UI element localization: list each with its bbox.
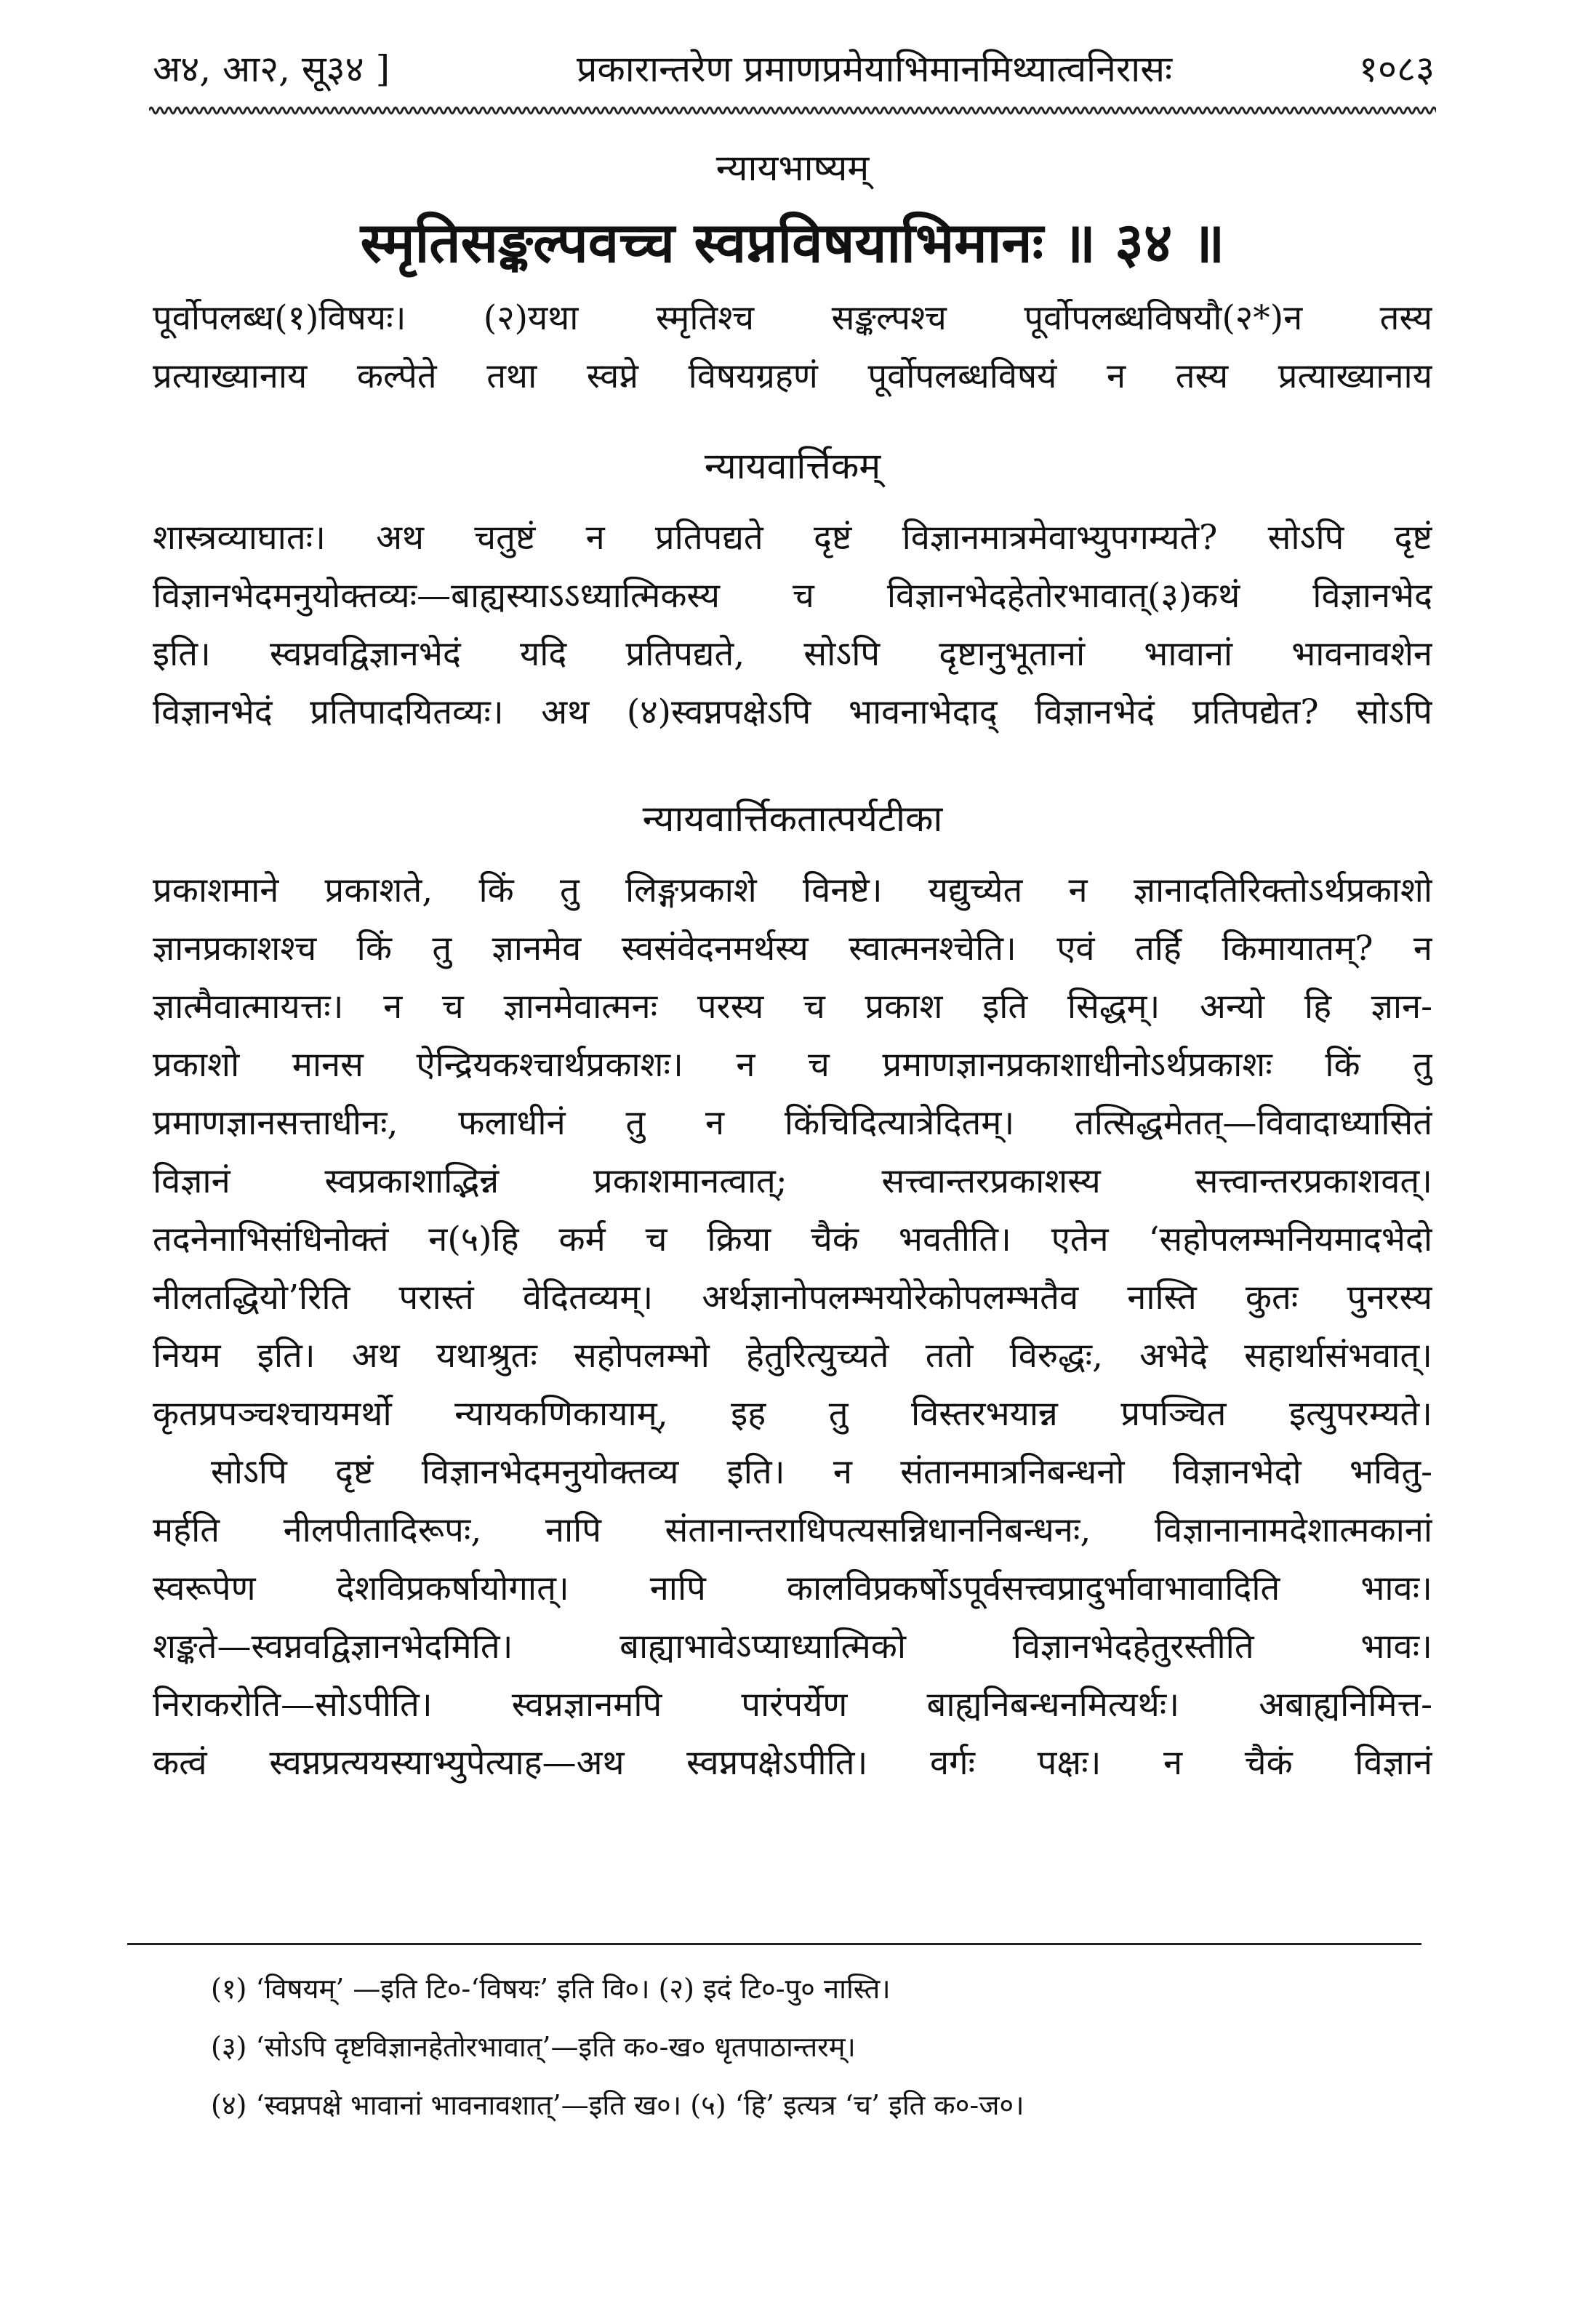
text-line: शङ्कते—स्वप्नवद्विज्ञानभेदमिति। बाह्याभावेऽप्याध्यात्मिको विज्ञानभेदहेतुरस्तीति भावः। bbox=[153, 1627, 1432, 1667]
page-number: १०८३ bbox=[1359, 48, 1435, 90]
text-line: इति। स्वप्नवद्विज्ञानभेदं यदि प्रतिपद्यते, सोऽपि दृष्टानुभूतानां भावानां भावनावशेन bbox=[153, 634, 1432, 674]
text-line: स्वरूपेण देशविप्रकर्षायोगात्। नापि कालविप्रकर्षोऽपूर्वसत्त्वप्रादुर्भावाभावादिति भावः। bbox=[153, 1568, 1432, 1608]
vartika-text bbox=[153, 509, 1432, 742]
tika-text bbox=[153, 862, 1432, 1792]
text-line: विज्ञानभेदमनुयोक्तव्यः—बाह्यस्याऽऽध्यात्मिकस्य च विज्ञानभेदहेतोरभावात्(३)कथं विज्ञानभेद bbox=[153, 576, 1432, 616]
footnote: (१) ‘विषयम्’ —इति टि०-‘विषयः’ इति वि०। (२) इदं टि०-पु० नास्ति। bbox=[211, 1973, 891, 2005]
running-header bbox=[153, 42, 1435, 93]
text-line: प्रकाशो मानस ऐन्द्रियकश्चार्थप्रकाशः। न च प्रमाणज्ञानप्रकाशाधीनोऽर्थप्रकाशः किं तु bbox=[153, 1045, 1432, 1085]
bhashya-text bbox=[153, 289, 1432, 406]
text-line: निराकरोति—सोऽपीति। स्वप्नज्ञानमपि पारंपर्येण बाह्यनिबन्धनमित्यर्थः। अबाह्यनिमित्त- bbox=[153, 1685, 1432, 1725]
chapter-reference: अ४, आ२, सू३४ ] bbox=[153, 48, 390, 90]
tika-heading: न्यायवार्त्तिकतात्पर्यटीका bbox=[642, 798, 943, 840]
text-line: विज्ञानभेदं प्रतिपादयितव्यः। अथ (४)स्वप्नपक्षेऽपि भावनाभेदाद् विज्ञानभेदं प्रतिपद्येत? सोऽपि bbox=[153, 692, 1432, 732]
text-line: प्रत्याख्यानाय कल्पेते तथा स्वप्ने विषयग्रहणं पूर्वोपलब्धविषयं न तस्य प्रत्याख्यानाय bbox=[153, 356, 1432, 396]
footnote: (४) ‘स्वप्नपक्षे भावानां भावनावशात्’—इति ख०। (५) ‘हि’ इत्यत्र ‘च’ इति क०-ज०। bbox=[211, 2089, 1024, 2121]
footnote: (३) ‘सोऽपि दृष्टविज्ञानहेतोरभावात्’—इति क०-ख० धृतपाठान्तरम्। bbox=[211, 2031, 856, 2063]
text-line: मर्हति नीलपीतादिरूपः, नापि संतानान्तराधिपत्यसन्निधाननिबन्धनः, विज्ञानानामदेशात्मकानां bbox=[153, 1510, 1432, 1550]
text-line: नीलतद्धियो’रिति परास्तं वेदितव्यम्। अर्थज्ञानोपलम्भयोरेकोपलम्भतैव नास्ति कुतः पुनरस्य bbox=[153, 1278, 1432, 1318]
text-line: तदनेनाभिसंधिनोक्तं न(५)हि कर्म च क्रिया चैकं भवतीति। एतेन ‘सहोपलम्भनियमादभेदो bbox=[153, 1219, 1432, 1259]
sutra-line: स्मृतिसङ्कल्पवच्च स्वप्नविषयाभिमानः ॥ ३४ ॥ bbox=[360, 210, 1225, 275]
text-line: नियम इति। अथ यथाश्रुतः सहोपलम्भो हेतुरित्युच्यते ततो विरुद्धः, अभेदे सहार्थासंभवात्। bbox=[153, 1336, 1432, 1376]
bhashya-heading: न्यायभाष्यम् bbox=[715, 147, 870, 189]
wavy-divider bbox=[149, 102, 1436, 119]
text-line: ज्ञानप्रकाशश्च किं तु ज्ञानमेव स्वसंवेदनमर्थस्य स्वात्मनश्चेति। एवं तर्हि किमायातम्? न bbox=[153, 929, 1432, 969]
text-line: कृतप्रपञ्चश्चायमर्थो न्यायकणिकायाम्, इह तु विस्तरभयान्न प्रपञ्चित इत्युपरम्यते। bbox=[153, 1394, 1432, 1434]
vartika-heading: न्यायवार्त्तिकम् bbox=[704, 445, 881, 487]
text-line: कत्वं स्वप्नप्रत्ययस्याभ्युपेत्याह—अथ स्वप्नपक्षेऽपीति। वर्गः पक्षः। न चैकं विज्ञानं bbox=[153, 1743, 1432, 1783]
text-line: सोऽपि दृष्टं विज्ञानभेदमनुयोक्तव्य इति। न संतानमात्रनिबन्धनो विज्ञानभेदो भवितु- bbox=[211, 1452, 1432, 1492]
footnote-divider bbox=[127, 1943, 1421, 1945]
text-line: विज्ञानं स्वप्रकाशाद्भिन्नं प्रकाशमानत्वात्; सत्त्वान्तरप्रकाशस्य सत्त्वान्तरप्रकाशवत्। bbox=[153, 1161, 1432, 1201]
text-line: प्रकाशमाने प्रकाशते, किं तु लिङ्गप्रकाशे विनष्टे। यद्युच्येत न ज्ञानादतिरिक्तोऽर्थप्रकाशो bbox=[153, 870, 1432, 910]
text-line: प्रमाणज्ञानसत्ताधीनः, फलाधीनं तु न किंचिदित्यात्रेदितम्। तत्सिद्धमेतत्—विवादाध्यासितं bbox=[153, 1103, 1432, 1143]
text-line: पूर्वोपलब्ध(१)विषयः। (२)यथा स्मृतिश्च सङ्कल्पश्च पूर्वोपलब्धविषयौ(२*)न तस्य bbox=[153, 298, 1432, 338]
text-line: ज्ञात्मैवात्मायत्तः। न च ज्ञानमेवात्मनः परस्य च प्रकाश इति सिद्धम्। अन्यो हि ज्ञान- bbox=[153, 987, 1432, 1027]
text-line: शास्त्रव्याघातः। अथ चतुष्टं न प्रतिपद्यते दृष्टं विज्ञानमात्रमेवाभ्युपगम्यते? सोऽपि दृष्टं bbox=[153, 518, 1432, 558]
header-title: प्रकारान्तरेण प्रमाणप्रमेयाभिमानमिथ्यात्वनिरासः bbox=[576, 48, 1173, 90]
